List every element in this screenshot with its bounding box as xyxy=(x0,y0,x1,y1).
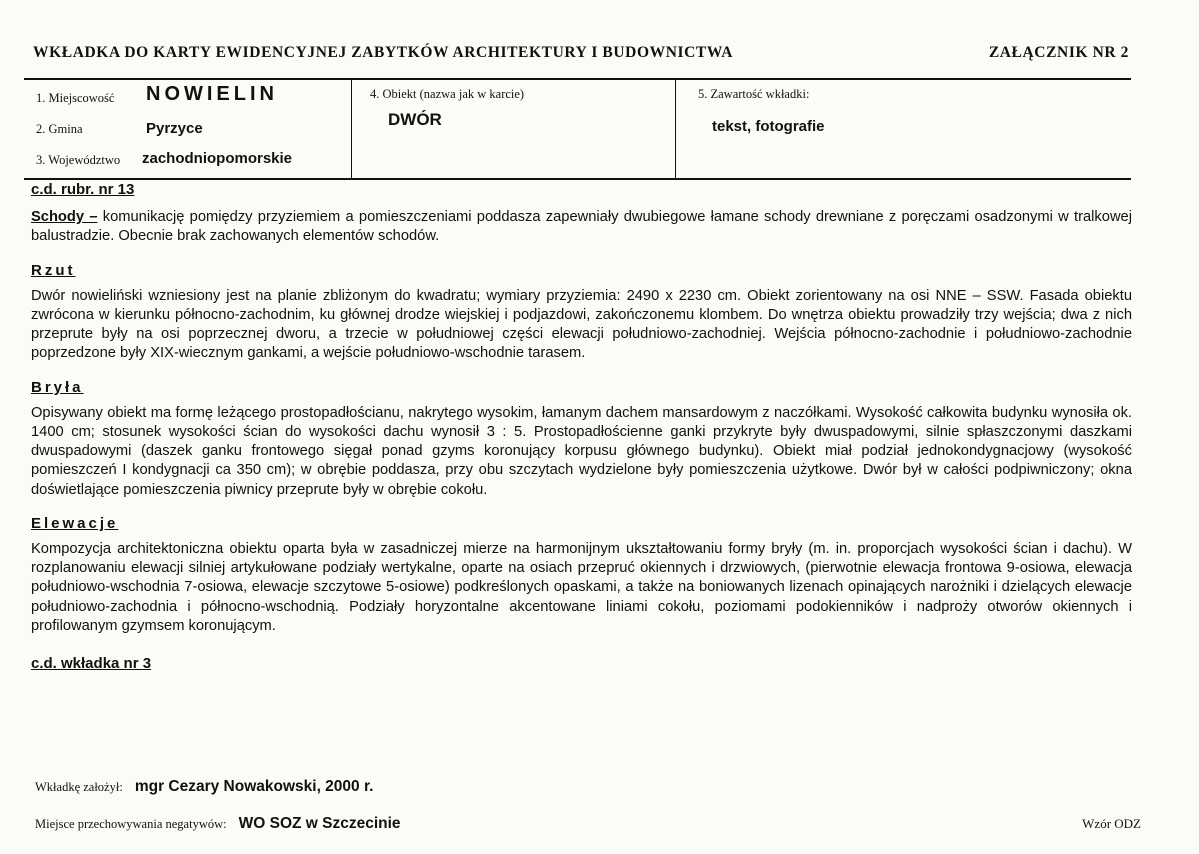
object-value: DWÓR xyxy=(388,110,442,129)
template-code: Wzór ODZ xyxy=(1082,816,1141,831)
object-column xyxy=(352,80,676,178)
contents-label: 5. Zawartość wkładki: xyxy=(698,87,810,101)
elewacje-heading: Elewacje xyxy=(31,514,119,532)
locality-value: NOWIELIN xyxy=(146,83,278,105)
document-header xyxy=(33,44,1129,62)
locality-label: 1. Miejscowość xyxy=(36,91,115,105)
author-value: mgr Cezary Nowakowski, 2000 r. xyxy=(134,778,374,795)
author-label: Wkładkę założył: xyxy=(35,780,123,794)
attachment-number: ZAŁĄCZNIK NR 2 xyxy=(988,44,1129,61)
rzut-paragraph: Dwór nowieliński wzniesiony jest na planie zbliżonym do kwadratu; wymiary przyziemia: 2490 x 2230 cm. Obiekt zorientowany na osi NNE – SSW. Fasada obiektu zwrócona w kierunku północno-zachodnim, ku głównej drodze wiejskiej i podjazdowi, zakończonemu klombem. Do wnętrza obiektu prowadziły trzy wejścia; dwa z nich przeprute były na osi poprzecznej dworu, a trzecie w południowej części elewacji południowo-zachodniej. Wejścia północno-zachodnie i południowo-zachodnie poprzedzone były XIX-wiecznym gankami, a wejście południowo-wschodnie tarasem. xyxy=(31,287,1132,362)
bryla-paragraph: Opisywany obiekt ma formę leżącego prostopadłościanu, nakrytego wysokim, łamanym dachem mansardowym z naczółkami. Wysokość całkowita budynku wynosiła ok. 1400 cm; stosunek wysokości ścian do wysokości dachu wynosił 3 : 5. Prostopadłościenne ganki przykryte były dwuspadowymi, silnie spłaszczonymi daszkami dwuspadowymi (daszek ganku frontowego sięgał ponad gzyms koronujący korpusu głównego budynku). Obiekt miał podział jednokondygnacjowy (wysokość pomieszczeń I kondygnacji ca 350 cm); w obrębie poddasza, przy obu szczytach wydzielone były pomieszczenia użytkowe. Dwór był w całości podpiwniczony; okna doświetlające pomieszczenia piwnicy przeprute były w obrębie cokołu. xyxy=(31,404,1132,498)
elewacje-paragraph: Kompozycja architektoniczna obiektu oparta była w zasadniczej mierze na harmonijnym ukształtowaniu formy bryły (m. in. proporcjach wysokości ścian i dachu). W rozplanowaniu elewacji silniej artykułowane podziały wertykalne, oparte na osiach przepruć okiennych i drzwiowych, (pierwotnie elewacja frontowa 9-osiowa, elewacja południowo-wschodnia 7-osiowa, elewacje szczytowe 5-osiowe) podkreślonych opaskami, a także na boniowanych lizenach opinających narożniki i dzielących elewacje południowo-zachodnia i północno-wschodnią. Podziały horyzontalne akcentowane liniami cokołu, poziomami podokienników i nadproży otworów okiennych i profilowanym gzymsem koronującym. xyxy=(31,541,1132,634)
contents-column xyxy=(676,80,1131,178)
object-label: 4. Obiekt (nazwa jak w karcie) xyxy=(370,87,525,101)
contents-value: tekst, fotografie xyxy=(712,118,825,135)
next-insert-ref: c.d. wkładka nr 3 xyxy=(31,655,152,673)
commune-value: Pyrzyce xyxy=(146,120,203,137)
info-box xyxy=(24,78,1131,180)
continuation-ref: c.d. rubr. nr 13 xyxy=(31,181,135,198)
stairs-paragraph xyxy=(31,208,1132,246)
storage-label: Miejsce przechowywania negatywów: xyxy=(35,817,227,831)
voivodeship-label: 3. Województwo xyxy=(36,153,121,167)
rzut-heading: Rzut xyxy=(31,261,76,279)
storage-line xyxy=(35,815,401,833)
stairs-text: komunikację pomiędzy przyziemiem a pomieszczeniami poddasza zapewniały dwubiegowe łamane schody drewniane z poręczami osadzonymi w tralkowej balustradzie. Obecnie brak zachowanych elementów schodów. xyxy=(31,209,1132,245)
document-title: WKŁADKA DO KARTY EWIDENCYJNEJ ZABYTKÓW ARCHITEKTURY I BUDOWNICTWA xyxy=(33,44,734,61)
author-line xyxy=(35,778,373,796)
storage-value: WO SOZ w Szczecinie xyxy=(238,815,401,832)
commune-label: 2. Gmina xyxy=(36,122,83,136)
bryla-heading: Bryła xyxy=(31,378,84,396)
document-body xyxy=(31,180,1132,673)
location-column xyxy=(24,80,352,178)
stairs-heading: Schody – xyxy=(31,209,98,226)
voivodeship-value: zachodniopomorskie xyxy=(142,150,293,167)
